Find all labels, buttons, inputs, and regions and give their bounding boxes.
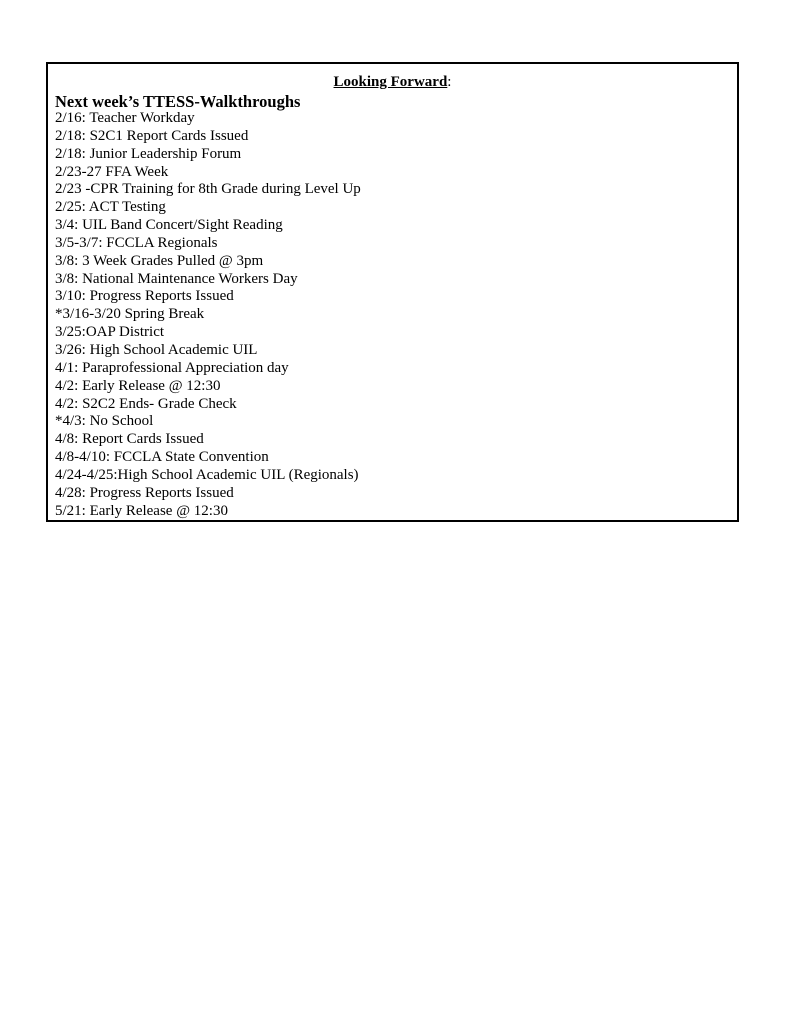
events-list [55, 110, 361, 520]
event-item: 2/25: ACT Testing [55, 199, 166, 216]
event-item: 2/18: S2C1 Report Cards Issued [55, 127, 249, 144]
event-item: 2/23-27 FFA Week [55, 163, 169, 180]
event-item: 3/5-3/7: FCCLA Regionals [55, 234, 218, 251]
event-item: 2/16: Teacher Workday [55, 110, 195, 126]
event-item: 4/24-4/25:High School Academic UIL (Regionals) [55, 466, 359, 483]
walkthroughs-subheading: Next week’s TTESS-Walkthroughs [55, 92, 301, 111]
event-item: 2/23 -CPR Training for 8th Grade during Level Up [55, 181, 361, 198]
event-item: 3/8: 3 Week Grades Pulled @ 3pm [55, 252, 264, 269]
event-item: 4/8-4/10: FCCLA State Convention [55, 449, 269, 466]
looking-forward-heading [48, 73, 737, 91]
event-item: 4/28: Progress Reports Issued [55, 484, 234, 501]
event-item: 4/8: Report Cards Issued [55, 431, 204, 448]
event-item: 3/4: UIL Band Concert/Sight Reading [55, 217, 283, 234]
event-item: 4/2: Early Release @ 12:30 [55, 377, 221, 394]
heading-colon: : [447, 74, 452, 90]
event-item: 2/18: Junior Leadership Forum [55, 145, 242, 162]
event-item: 3/8: National Maintenance Workers Day [55, 270, 298, 287]
event-item: 4/1: Paraprofessional Appreciation day [55, 359, 289, 376]
event-item: 4/2: S2C2 Ends- Grade Check [55, 395, 237, 412]
event-item: 5/21: Early Release @ 12:30 [55, 502, 228, 519]
event-item: 3/26: High School Academic UIL [55, 341, 258, 358]
event-item: *4/3: No School [55, 413, 154, 430]
heading-text: Looking Forward [333, 74, 448, 90]
event-item: 3/25:OAP District [55, 324, 165, 341]
event-item: 3/10: Progress Reports Issued [55, 288, 234, 305]
looking-forward-box [46, 62, 739, 522]
event-item: *3/16-3/20 Spring Break [55, 306, 205, 323]
